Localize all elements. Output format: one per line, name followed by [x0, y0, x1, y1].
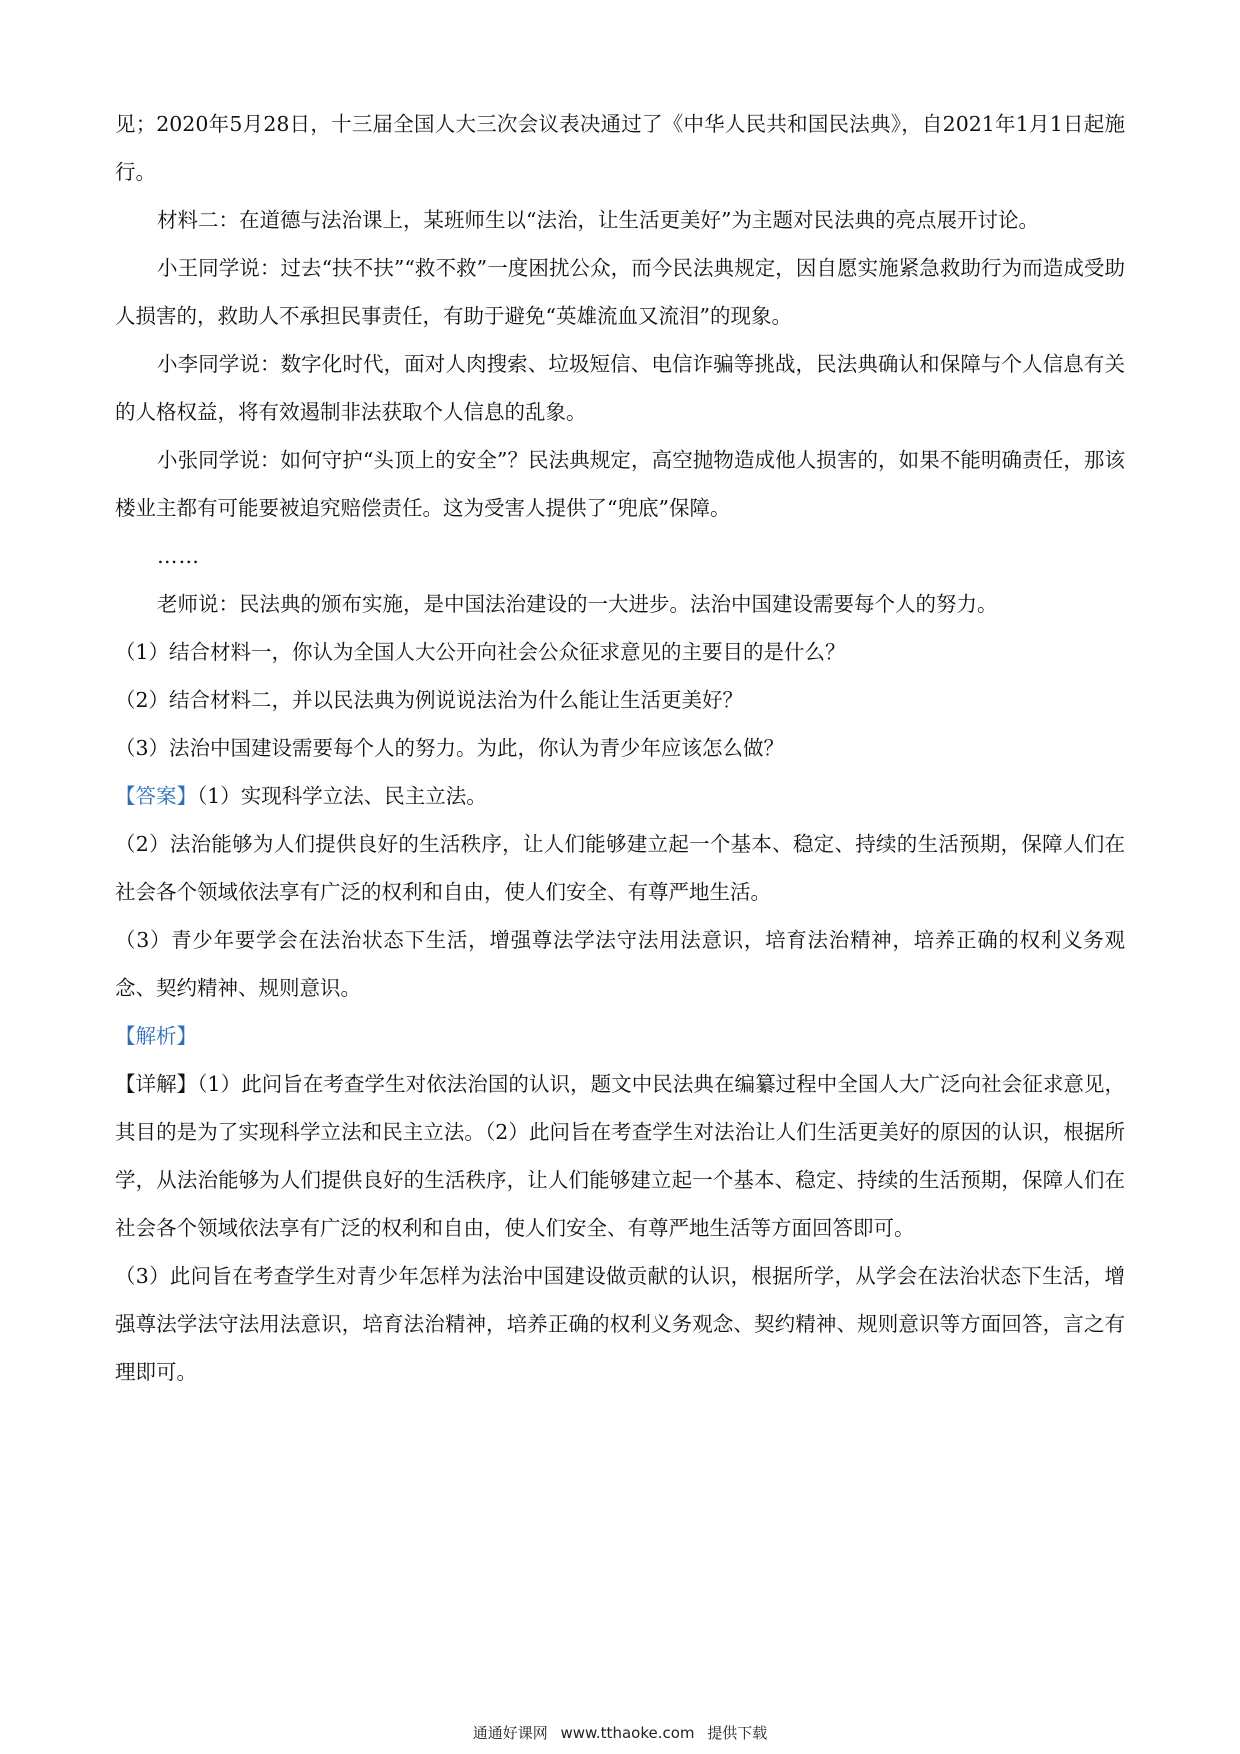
footer-site-name: 通通好课网	[472, 1724, 548, 1742]
analysis-heading	[115, 1012, 1125, 1060]
question-1: （1）结合材料一，你认为全国人大公开向社会公众征求意见的主要目的是什么？	[115, 640, 846, 664]
answer-3: （3）青少年要学会在法治状态下生活，增强尊法学法守法用法意识，培育法治精神，培养正确的权利义务观念、契约精神、规则意识。	[115, 928, 1125, 1000]
page-footer	[0, 1722, 1240, 1744]
answer-tag: 【答案】	[115, 784, 197, 808]
answer-1-text: （1）实现科学立法、民主立法。	[197, 784, 487, 808]
material1-tail-paragraph: 见；2020年5月28日，十三届全国人大三次会议表决通过了《中华人民共和国民法典》，自2021年1月1日起施行。	[115, 112, 1125, 184]
student-li-paragraph: 小李同学说：数字化时代，面对人肉搜索、垃圾短信、电信诈骗等挑战，民法典确认和保障与个人信息有关的人格权益，将有效遏制非法获取个人信息的乱象。	[115, 352, 1125, 424]
answer-1	[115, 772, 1125, 820]
footer-url: www.tthaoke.com	[560, 1724, 695, 1742]
footer-suffix: 提供下载	[707, 1724, 768, 1742]
question-3: （3）法治中国建设需要每个人的努力。为此，你认为青少年应该怎么做？	[115, 736, 785, 760]
student-wang-paragraph: 小王同学说：过去“扶不扶”“救不救”一度困扰公众，而今民法典规定，因自愿实施紧急救助行为而造成受助人损害的，救助人不承担民事责任，有助于避免“英雄流血又流泪”的现象。	[115, 256, 1125, 328]
answer-2: （2）法治能够为人们提供良好的生活秩序，让人们能够建立起一个基本、稳定、持续的生活预期，保障人们在社会各个领域依法享有广泛的权利和自由，使人们安全、有尊严地生活。	[115, 832, 1125, 904]
student-zhang-paragraph: 小张同学说：如何守护“头顶上的安全”？民法典规定，高空抛物造成他人损害的，如果不能明确责任，那该楼业主都有可能要被追究赔偿责任。这为受害人提供了“兜底”保障。	[115, 448, 1125, 520]
detail-tag: 【详解】	[115, 1072, 198, 1096]
detail-paragraph-3: （3）此问旨在考查学生对青少年怎样为法治中国建设做贡献的认识，根据所学，从学会在法治状态下生活，增强尊法学法守法用法意识，培育法治精神，培养正确的权利义务观念、契约精神、规则意识等方面回答，言之有理即可。	[115, 1264, 1125, 1384]
ellipsis-line: ……	[157, 544, 200, 568]
question-2: （2）结合材料二，并以民法典为例说说法治为什么能让生活更美好？	[115, 688, 744, 712]
material2-paragraph: 材料二：在道德与法治课上，某班师生以“法治，让生活更美好”为主题对民法典的亮点展开讨论。	[157, 208, 1039, 232]
teacher-paragraph: 老师说：民法典的颁布实施，是中国法治建设的一大进步。法治中国建设需要每个人的努力。	[157, 592, 998, 616]
detail-paragraph	[115, 1060, 1125, 1252]
analysis-tag: 【解析】	[115, 1024, 197, 1048]
document-body	[115, 100, 1125, 1396]
detail-text: （1）此问旨在考查学生对依法治国的认识，题文中民法典在编纂过程中全国人大广泛向社会征求意见，其目的是为了实现科学立法和民主立法。（2）此问旨在考查学生对法治让人们生活更美好的原因的认识，根据所学，从法治能够为人们提供良好的生活秩序，让人们能够建立起一个基本、稳定、持续的生活预期，保障人们在社会各个领域依法享有广泛的权利和自由，使人们安全、有尊严地生活等方面回答即可。	[115, 1072, 1126, 1240]
